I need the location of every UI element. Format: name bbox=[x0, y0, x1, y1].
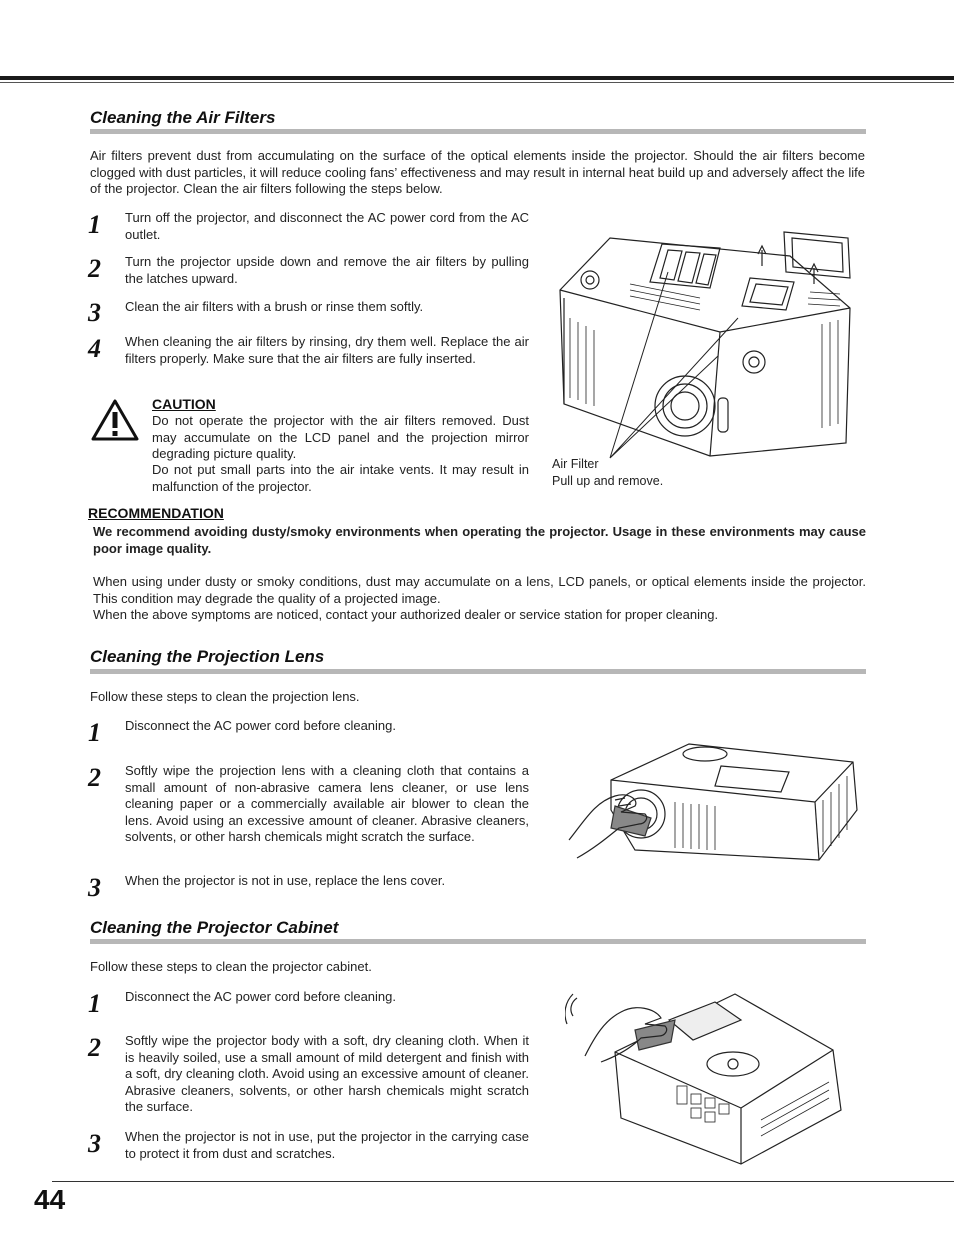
step-number: 2 bbox=[88, 763, 101, 792]
section-rule bbox=[90, 129, 866, 134]
caution-label: CAUTION bbox=[152, 396, 216, 412]
step-number: 1 bbox=[88, 718, 101, 747]
header-bar bbox=[0, 76, 954, 80]
step-text: Turn off the projector, and disconnect the AC power cord from the AC outlet. bbox=[125, 210, 529, 242]
header-rule bbox=[0, 82, 954, 83]
recommendation-bold-text: We recommend avoiding dusty/smoky environments when operating the projector. Usage in these environments may cause poor image quality. bbox=[93, 524, 866, 556]
footer-rule bbox=[52, 1181, 954, 1182]
recommendation-text-1: When using under dusty or smoky conditions, dust may accumulate on a lens, LCD panels, or optical elements inside the projector. This condition may degrade the quality of a projected image. bbox=[93, 574, 866, 606]
step-number: 1 bbox=[88, 989, 101, 1018]
section-rule bbox=[90, 669, 866, 674]
step-number: 3 bbox=[88, 298, 101, 327]
lens-cleaning-illustration bbox=[555, 740, 865, 862]
step-text: Softly wipe the projection lens with a cleaning cloth that contains a small amount of non-abrasive camera lens cleaner, or use lens cleaning paper or a commercially available air blower to clean the lens. Avoid using an excessive amount of cleaner. Abrasive cleaners, solvents, or other harsh chemicals might scratch the surface. bbox=[125, 763, 529, 844]
section-title-projection-lens: Cleaning the Projection Lens bbox=[90, 647, 325, 666]
page-number: 44 bbox=[34, 1184, 66, 1215]
step-text: Clean the air filters with a brush or rinse them softly. bbox=[125, 299, 424, 314]
recommendation-label: RECOMMENDATION bbox=[88, 505, 224, 521]
step-text: When the projector is not in use, put the projector in the carrying case to protect it from dust and scratches. bbox=[125, 1129, 529, 1161]
step-text: Disconnect the AC power cord before cleaning. bbox=[125, 989, 396, 1004]
caution-text-1: Do not operate the projector with the air filters removed. Dust may accumulate on the LCD panel and the projection mirror degrading picture quality. bbox=[152, 413, 529, 461]
cabinet-intro: Follow these steps to clean the projector cabinet. bbox=[90, 959, 372, 974]
caution-text-2: Do not put small parts into the air intake vents. It may result in malfunction of the projector. bbox=[152, 462, 529, 494]
air-filter-projector-illustration bbox=[550, 228, 860, 460]
step-number: 2 bbox=[88, 1033, 101, 1062]
section-title-projector-cabinet: Cleaning the Projector Cabinet bbox=[90, 918, 339, 937]
cabinet-cleaning-illustration bbox=[565, 990, 847, 1166]
air-filters-intro: Air filters prevent dust from accumulating on the surface of the optical elements inside the projector. Should the air filters become clogged with dust particles, it will reduce cooling fans’ effectiveness and may result in internal heat build up and adversely affect the life of the projector. Clean the air filters following the steps below. bbox=[90, 148, 865, 196]
step-text: Softly wipe the projector body with a soft, dry cleaning cloth. When it is heavily soiled, use a small amount of mild detergent and finish with a soft, dry cleaning cloth. Avoid using an excessive amount of cleaner. Abrasive cleaners, solvents, or other harsh chemicals might scratch the surface. bbox=[125, 1033, 529, 1114]
figure-caption-air-filter: Air Filter bbox=[552, 457, 599, 471]
step-text: When the projector is not in use, replace the lens cover. bbox=[125, 873, 446, 888]
caution-warning-icon bbox=[90, 398, 140, 442]
step-number: 3 bbox=[88, 873, 101, 902]
recommendation-text-2: When the above symptoms are noticed, contact your authorized dealer or service station for proper cleaning. bbox=[93, 607, 719, 622]
step-text: Disconnect the AC power cord before cleaning. bbox=[125, 718, 396, 733]
section-title-air-filters: Cleaning the Air Filters bbox=[90, 108, 276, 127]
step-text: Turn the projector upside down and remove the air filters by pulling the latches upward. bbox=[125, 254, 529, 286]
section-rule bbox=[90, 939, 866, 944]
figure-caption-pull-up: Pull up and remove. bbox=[552, 474, 664, 488]
step-text: When cleaning the air filters by rinsing, dry them well. Replace the air filters properly. Make sure that the air filters are fully inserted. bbox=[125, 334, 529, 366]
step-number: 3 bbox=[88, 1129, 101, 1158]
step-number: 2 bbox=[88, 254, 101, 283]
step-number: 4 bbox=[88, 334, 101, 363]
lens-intro: Follow these steps to clean the projection lens. bbox=[90, 689, 360, 704]
step-number: 1 bbox=[88, 210, 101, 239]
